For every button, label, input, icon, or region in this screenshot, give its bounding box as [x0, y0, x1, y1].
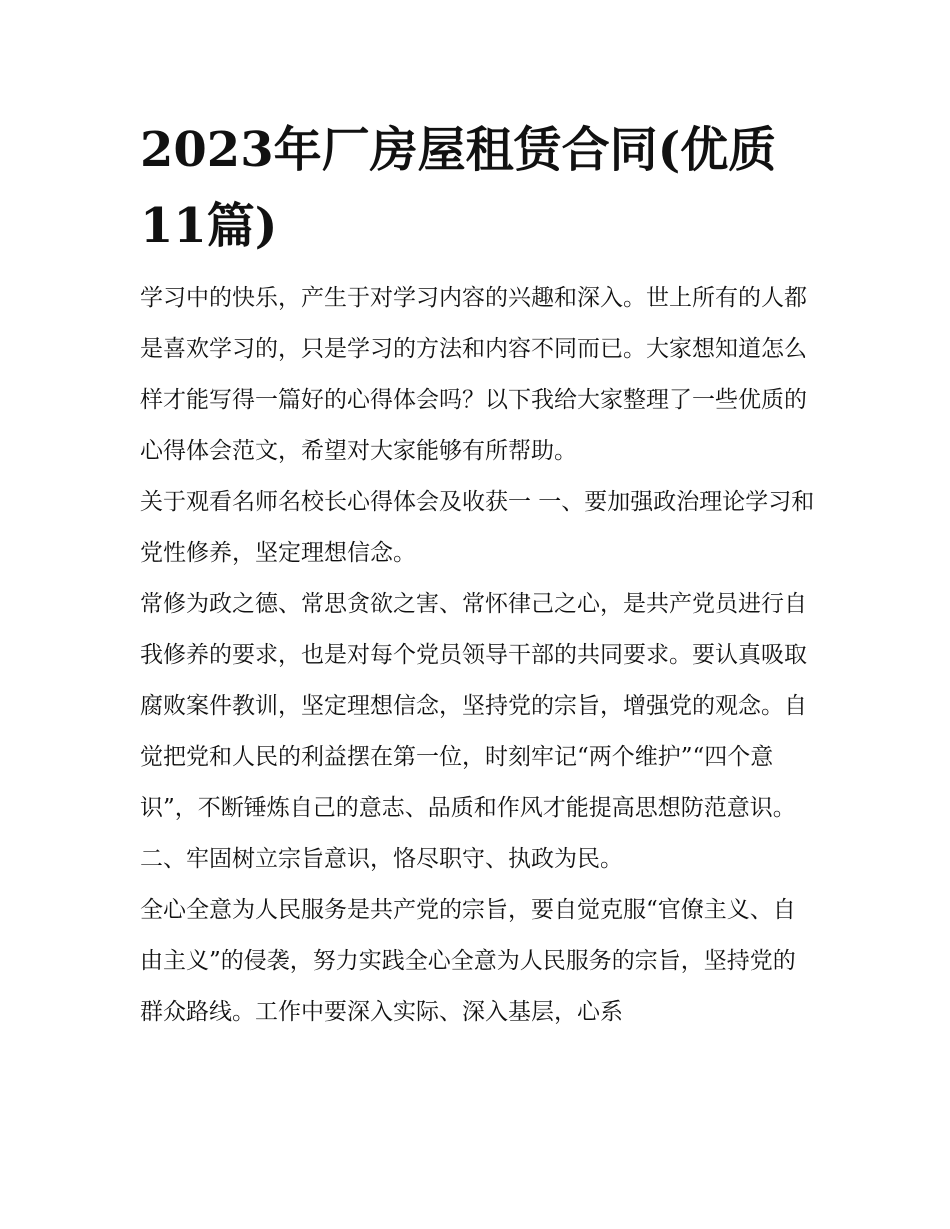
paragraph-intro: 学习中的快乐，产生于对学习内容的兴趣和深入。世上所有的人都是喜欢学习的，只是学习的方法和内容不同而已。大家想知道怎么样才能写得一篇好的心得体会吗？以下我给大家整理了一些优质的心得体会范文，希望对大家能够有所帮助。 — [140, 285, 807, 464]
document-title: 2023年厂房屋租赁合同(优质11篇) — [140, 122, 777, 254]
paragraph-section-two-heading: 二、牢固树立宗旨意识，恪尽职守、执政为民。 — [140, 846, 623, 872]
paragraph-section-one-heading: 关于观看名师名校长心得体会及收获一 一、要加强政治理论学习和党性修养，坚定理想信念。 — [140, 489, 815, 566]
paragraph-section-two-body: 全心全意为人民服务是共产党的宗旨，要自觉克服“官僚主义、自由主义”的侵袭，努力实践全心全意为人民服务的宗旨，坚持党的群众路线。工作中要深入实际、深入基层，心系 — [140, 897, 796, 1025]
paragraph-section-one-body: 常修为政之德、常思贪欲之害、常怀律己之心，是共产党员进行自我修养的要求，也是对每个党员领导干部的共同要求。要认真吸取腐败案件教训，坚定理想信念，坚持党的宗旨，增强党的观念。自觉把党和人民的利益摆在第一位，时刻牢记“两个维护”“四个意识”，不断锤炼自己的意志、品质和作风才能提高思想防范意识。 — [140, 591, 807, 821]
